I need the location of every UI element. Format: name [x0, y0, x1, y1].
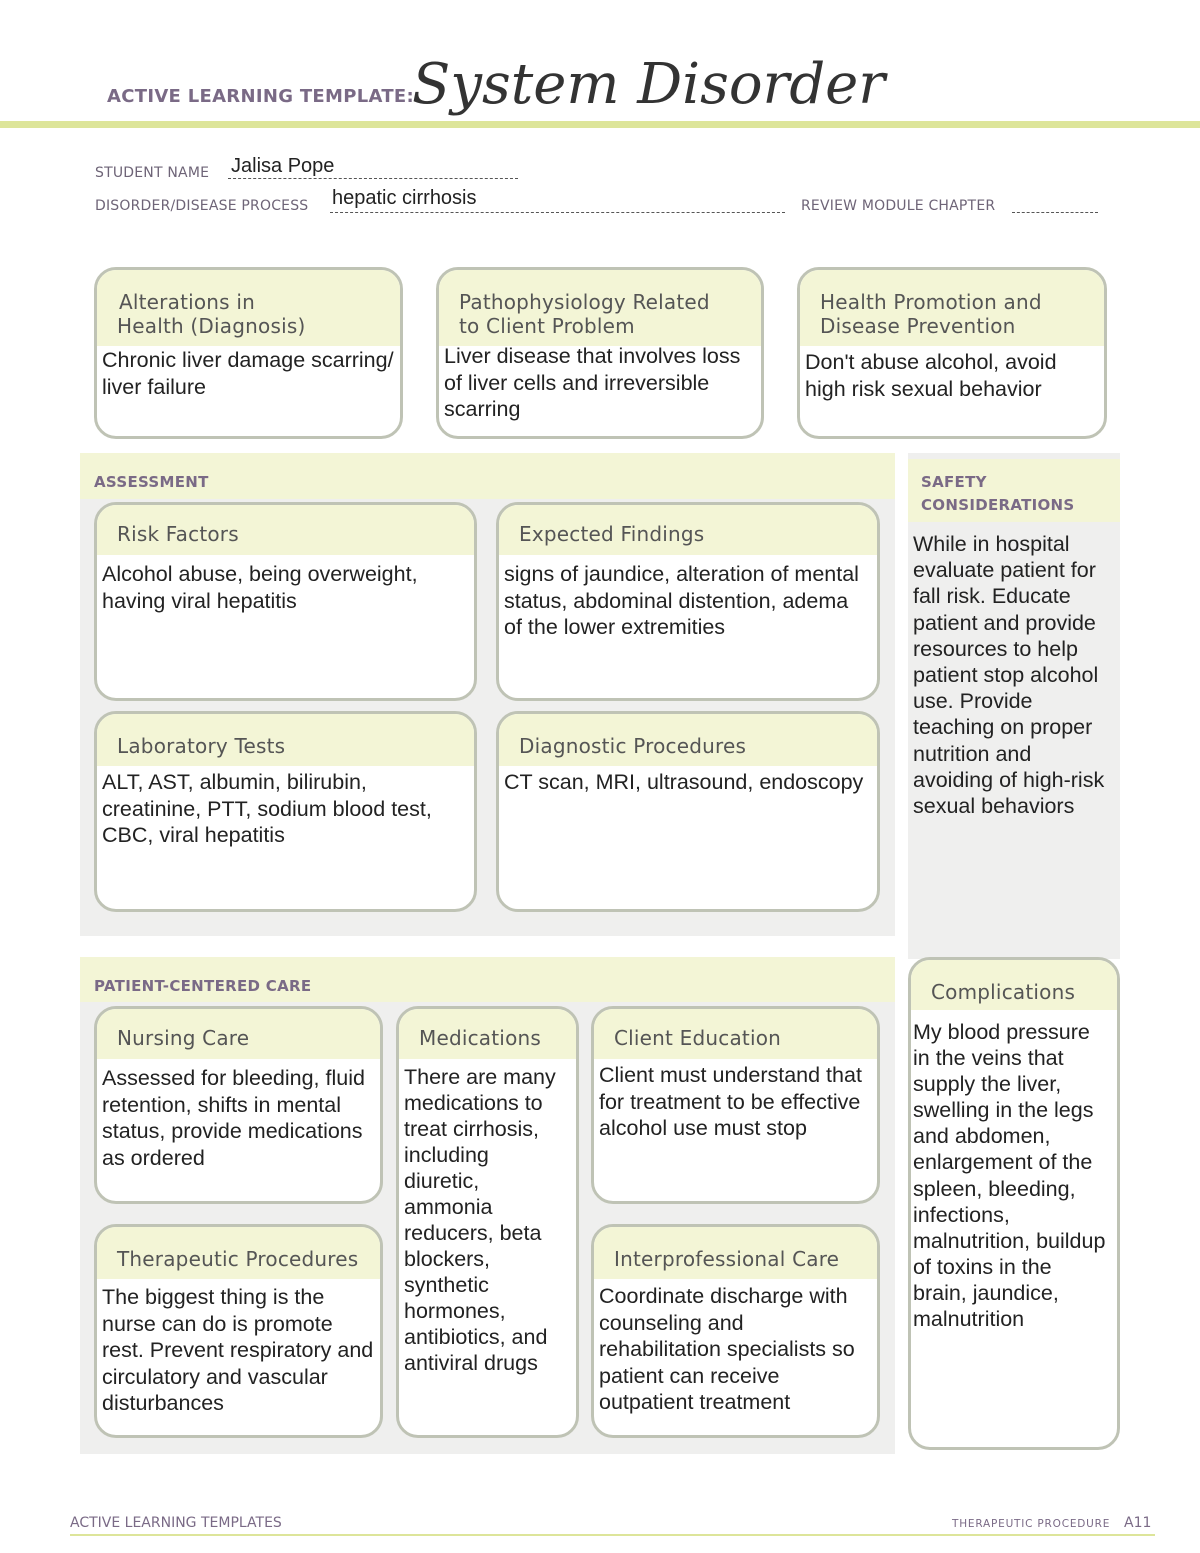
student-name-label: STUDENT NAME — [95, 165, 210, 181]
risk-factors-title: Risk Factors — [97, 505, 474, 555]
page-number: A11 — [1124, 1515, 1152, 1531]
laboratory-tests-box — [94, 711, 477, 912]
interprofessional-care-text[interactable]: Coordinate discharge with counseling and rehabilitation specialists so patient can receive outpatient treatment — [599, 1284, 855, 1414]
safety-title-2: CONSIDERATIONS — [921, 496, 1075, 514]
student-name-line — [228, 178, 518, 179]
therapeutic-procedures-title: Therapeutic Procedures — [97, 1227, 380, 1279]
therapeutic-procedures-box — [94, 1224, 383, 1438]
pathophysiology-title-1: Pathophysiology Related — [459, 290, 710, 314]
health-promotion-box — [797, 267, 1107, 439]
client-education-box — [591, 1006, 880, 1204]
therapeutic-procedures-text[interactable]: The biggest thing is the nurse can do is promote rest. Prevent respiratory and circulatory and vascular disturbances — [102, 1285, 374, 1415]
health-promotion-title-1: Health Promotion and — [820, 290, 1042, 314]
complications-box — [908, 957, 1120, 1450]
safety-title-1: SAFETY — [921, 473, 987, 491]
complications-text[interactable]: My blood pressure in the veins that supply the liver, swelling in the legs and abdomen, enlargement of the spleen, bleeding, infections, malnutrition, buildup of toxins in the brain, jaundice, malnutrition — [913, 1020, 1106, 1332]
alterations-title-2: Health (Diagnosis) — [117, 314, 306, 338]
patient-care-title: PATIENT-CENTERED CARE — [94, 977, 312, 995]
disorder-label: DISORDER/DISEASE PROCESS — [95, 198, 309, 214]
pathophysiology-text[interactable]: Liver disease that involves loss of liver cells and irreversible scarring — [444, 344, 741, 421]
disorder-field[interactable]: hepatic cirrhosis — [332, 187, 477, 209]
expected-findings-text[interactable]: signs of jaundice, alteration of mental status, abdominal distention, adema of the lower extremities — [504, 562, 859, 639]
diagnostic-procedures-box — [496, 711, 880, 912]
alterations-title-1: Alterations in — [119, 290, 255, 314]
review-module-line — [1012, 212, 1098, 213]
disorder-line — [330, 212, 785, 213]
footer-rule — [70, 1534, 1155, 1536]
safety-title — [908, 459, 1120, 522]
laboratory-tests-text[interactable]: ALT, AST, albumin, bilirubin, creatinine, PTT, sodium blood test, CBC, viral hepatitis — [102, 770, 432, 847]
page-title: System Disorder — [412, 52, 886, 117]
expected-findings-title: Expected Findings — [499, 505, 877, 555]
diagnostic-procedures-title: Diagnostic Procedures — [499, 714, 877, 766]
complications-title: Complications — [911, 960, 1117, 1010]
nursing-care-box — [94, 1006, 383, 1204]
client-education-text[interactable]: Client must understand that for treatment to be effective alcohol use must stop — [599, 1063, 862, 1140]
health-promotion-title-2: Disease Prevention — [820, 314, 1016, 338]
header-rule — [0, 121, 1200, 128]
assessment-title: ASSESSMENT — [94, 473, 209, 491]
medications-text[interactable]: There are many medications to treat cirrhosis, including diuretic, ammonia reducers, beta blockers, synthetic hormones, antibiotics, and antiviral drugs — [404, 1065, 556, 1375]
footer-left: ACTIVE LEARNING TEMPLATES — [70, 1515, 282, 1531]
client-education-title: Client Education — [594, 1009, 877, 1059]
health-promotion-text[interactable]: Don't abuse alcohol, avoid high risk sexual behavior — [805, 350, 1057, 401]
expected-findings-box — [496, 502, 880, 701]
risk-factors-box — [94, 502, 477, 701]
pathophysiology-box — [436, 267, 764, 439]
template-label: ACTIVE LEARNING TEMPLATE: — [107, 86, 414, 107]
laboratory-tests-title: Laboratory Tests — [97, 714, 474, 766]
medications-title: Medications — [399, 1009, 576, 1059]
interprofessional-care-box — [591, 1224, 880, 1438]
medications-box — [396, 1006, 579, 1438]
safety-text[interactable]: While in hospital evaluate patient for fall risk. Educate patient and provide resources to help patient stop alcohol use. Provide teaching on proper nutrition and avoiding of high-risk sexual behaviors — [913, 532, 1105, 819]
alterations-text[interactable]: Chronic liver damage scarring/ liver failure — [102, 348, 394, 399]
nursing-care-title: Nursing Care — [97, 1009, 380, 1059]
student-name-field[interactable]: Jalisa Pope — [231, 155, 335, 177]
risk-factors-text[interactable]: Alcohol abuse, being overweight, having viral hepatitis — [102, 562, 418, 613]
pathophysiology-title-2: to Client Problem — [459, 314, 635, 338]
interprofessional-care-title: Interprofessional Care — [594, 1227, 877, 1279]
diagnostic-procedures-text[interactable]: CT scan, MRI, ultrasound, endoscopy — [504, 770, 864, 794]
footer-right: THERAPEUTIC PROCEDURE — [952, 1518, 1111, 1530]
nursing-care-text[interactable]: Assessed for bleeding, fluid retention, shifts in mental status, provide medications as ordered — [102, 1066, 365, 1170]
alterations-box — [94, 267, 403, 439]
review-module-label: REVIEW MODULE CHAPTER — [801, 198, 996, 214]
